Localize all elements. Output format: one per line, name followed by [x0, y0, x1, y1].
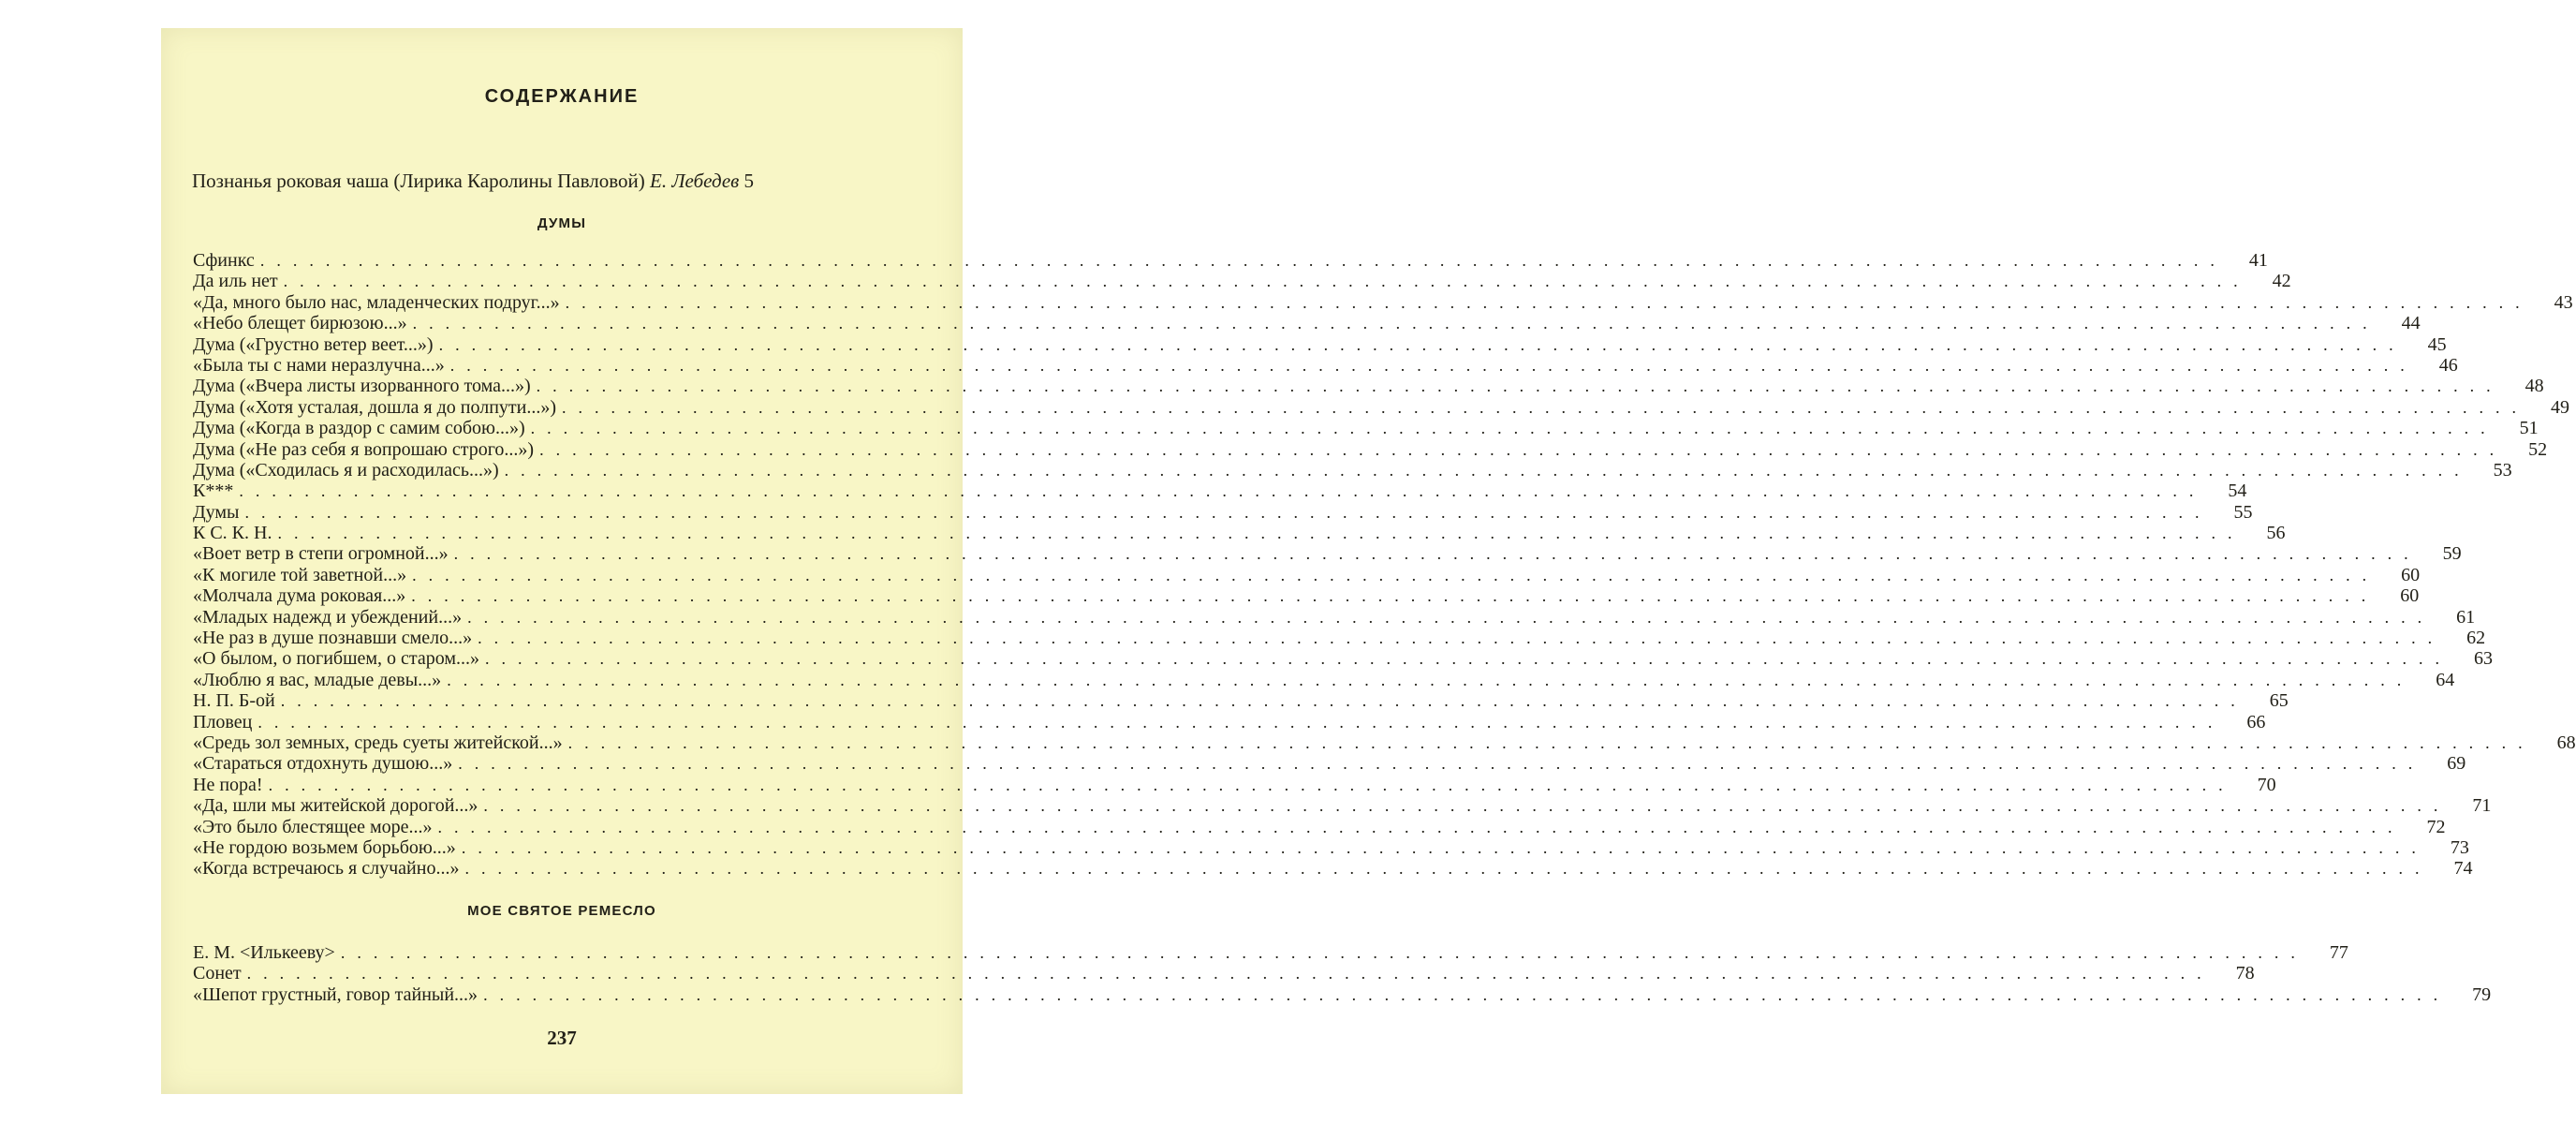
- toc-entry-page: 66: [2246, 711, 2266, 732]
- dot-leader: ........................................................................................................................: [277, 524, 2245, 543]
- section-title-remeslo: МОЕ СВЯТОЕ РЕМЕСЛО: [467, 903, 656, 919]
- toc-entry-title: Да иль нет: [193, 271, 278, 292]
- toc-entry: [193, 543, 2462, 565]
- toc-entry-page: 56: [2266, 523, 2286, 544]
- toc-entry-page: 49: [2551, 396, 2570, 418]
- toc-entry-title: Дума («Не раз себя я вопрошаю строго...»): [193, 438, 535, 460]
- dot-leader: ........................................................................................................................: [483, 796, 2451, 816]
- toc-entry-title: «Люблю я вас, младые девы...»: [193, 669, 442, 690]
- dot-leader: ........................................................................................................................: [565, 292, 2532, 312]
- toc-entry-page: 60: [2400, 585, 2420, 607]
- toc-entry-page: 73: [2450, 836, 2469, 858]
- dot-leader: ........................................................................................................................: [478, 629, 2445, 648]
- toc-entry: [193, 795, 2492, 817]
- dot-leader: ........................................................................................................................: [453, 544, 2421, 564]
- toc-entry: [193, 313, 2421, 334]
- dot-leader: ........................................................................................................................: [437, 817, 2405, 836]
- toc-entry: [193, 963, 2255, 984]
- toc-entry-title: Сфинкс: [193, 250, 255, 271]
- toc-entry-page: 78: [2235, 963, 2255, 984]
- toc-entry-title: К***: [193, 481, 234, 502]
- toc-entry-title: «Воет ветр в степи огромной...»: [193, 543, 449, 565]
- toc-entry-title: «Шепот грустный, говор тайный...»: [193, 984, 478, 1005]
- page-title: СОДЕРЖАНИЕ: [484, 86, 640, 107]
- dot-leader: ........................................................................................................................: [485, 649, 2452, 669]
- toc-entry-page: 54: [2228, 481, 2247, 502]
- toc-entry-title: Дума («Хотя усталая, дошла я до полпути...»): [193, 396, 557, 418]
- dot-leader: ........................................................................................................................: [340, 943, 2307, 962]
- toc-entry-page: 71: [2472, 795, 2492, 817]
- toc-entry: [193, 481, 2247, 502]
- dot-leader: ........................................................................................................................: [449, 355, 2417, 375]
- toc-entry: [193, 836, 2469, 858]
- dot-leader: ........................................................................................................................: [536, 377, 2503, 396]
- toc-entry: [193, 984, 2492, 1005]
- section-title-dumy: ДУМЫ: [537, 215, 587, 231]
- dot-leader: ........................................................................................................................: [530, 419, 2497, 438]
- toc-entry: [193, 291, 2573, 313]
- toc-entry-page: 53: [2493, 459, 2512, 481]
- toc-entry-title: «К могиле той заветной...»: [193, 564, 407, 585]
- toc-entry: [193, 271, 2291, 292]
- dot-leader: ........................................................................................................................: [461, 837, 2428, 857]
- book-page: [161, 28, 2576, 1094]
- toc-entry-title: «Да, много было нас, младенческих подруг...»: [193, 291, 560, 313]
- dot-leader: ........................................................................................................................: [283, 272, 2250, 291]
- toc-entry: [193, 459, 2512, 481]
- toc-entry-title: Дума («Грустно ветер веет...»): [193, 333, 434, 355]
- toc-entry-title: К С. К. Н.: [193, 523, 272, 544]
- toc-entry-title: «Не гордою возьмем борьбою...»: [193, 836, 456, 858]
- toc-entry-page: 69: [2447, 753, 2466, 775]
- toc-entry-page: 43: [2554, 291, 2573, 313]
- toc-entry-page: 44: [2401, 313, 2421, 334]
- toc-entry-title: «Молчала дума роковая...»: [193, 585, 406, 607]
- toc-entry-page: 74: [2453, 858, 2473, 880]
- toc-entry-title: «Не раз в душе познавши смело...»: [193, 628, 473, 649]
- toc-entry-page: 77: [2329, 942, 2348, 963]
- dot-leader: ........................................................................................................................: [567, 732, 2535, 752]
- toc-entry-page: 65: [2269, 690, 2289, 712]
- toc-entry: [193, 354, 2458, 376]
- toc-entry-page: 68: [2556, 732, 2576, 753]
- dot-leader: ........................................................................................................................: [268, 775, 2235, 794]
- dot-leader: ........................................................................................................................: [447, 670, 2414, 689]
- toc-entry-page: 72: [2426, 816, 2446, 837]
- intro-text: Познанья роковая чаша (Лирика Каролины Павловой): [192, 170, 645, 192]
- dot-leader: ........................................................................................................................: [239, 481, 2206, 501]
- toc-entry: [193, 250, 2268, 271]
- toc-entry-title: Пловец: [193, 711, 253, 732]
- toc-entry-page: 64: [2436, 669, 2455, 690]
- toc-entry: [193, 501, 2253, 523]
- toc-entry: [193, 942, 2348, 963]
- toc-entry: [193, 418, 2539, 439]
- dot-leader: ........................................................................................................................: [464, 859, 2432, 879]
- toc-entry-page: 55: [2233, 501, 2253, 523]
- toc-entry: [193, 606, 2476, 628]
- toc-list-remeslo: [193, 942, 2492, 1005]
- toc-entry-page: 60: [2401, 564, 2421, 585]
- intro-page: 5: [743, 170, 755, 192]
- toc-entry-title: «Была ты с нами неразлучна...»: [193, 354, 445, 376]
- toc-entry-page: 41: [2248, 250, 2268, 271]
- toc-entry-page: 62: [2466, 628, 2486, 649]
- toc-entry-title: «О былом, о погибшем, о старом...»: [193, 648, 480, 670]
- dot-leader: ........................................................................................................................: [412, 565, 2379, 584]
- dot-leader: ........................................................................................................................: [458, 754, 2425, 774]
- dot-leader: ........................................................................................................................: [483, 984, 2451, 1004]
- toc-entry-title: Е. М. <Илькееву>: [193, 942, 335, 963]
- toc-entry: [193, 648, 2494, 670]
- toc-entry: [193, 438, 2548, 460]
- dot-leader: ........................................................................................................................: [246, 964, 2214, 984]
- toc-entry-page: 79: [2472, 984, 2492, 1005]
- dot-leader: ........................................................................................................................: [504, 460, 2471, 480]
- toc-entry-title: Н. П. Б-ой: [193, 690, 275, 712]
- toc-entry-page: 51: [2519, 418, 2539, 439]
- toc-entry: [193, 333, 2447, 355]
- toc-entry-page: 48: [2524, 376, 2544, 397]
- toc-entry-title: Думы: [193, 501, 240, 523]
- dot-leader: ........................................................................................................................: [562, 397, 2529, 417]
- intro-entry: [192, 170, 941, 193]
- toc-entry-title: «Небо блещет бирюзою...»: [193, 313, 407, 334]
- page-number: 237: [547, 1027, 577, 1049]
- dot-leader: ........................................................................................................................: [438, 334, 2406, 354]
- toc-entry: [193, 816, 2446, 837]
- dot-leader: ........................................................................................................................: [280, 691, 2247, 711]
- intro-author: Е. Лебедев: [650, 170, 740, 192]
- toc-entry-page: 70: [2257, 774, 2276, 795]
- toc-entry-title: Не пора!: [193, 774, 263, 795]
- toc-entry-title: «Средь зол земных, средь суеты житейской...»: [193, 732, 563, 753]
- toc-entry-title: «Стараться отдохнуть душою...»: [193, 753, 453, 775]
- toc-entry-page: 59: [2442, 543, 2462, 565]
- toc-entry: [193, 669, 2455, 690]
- dot-leader: ........................................................................................................................: [244, 502, 2212, 522]
- toc-entry: [193, 564, 2421, 585]
- toc-entry: [193, 711, 2266, 732]
- dot-leader: ........................................................................................................................: [411, 586, 2378, 606]
- toc-entry-page: 52: [2528, 438, 2548, 460]
- toc-entry-title: Дума («Сходилась я и расходилась...»): [193, 459, 499, 481]
- dot-leader: ........................................................................................................................: [259, 251, 2227, 270]
- toc-list-dumy: [193, 250, 2576, 880]
- toc-entry: [193, 774, 2276, 795]
- toc-entry-page: 61: [2456, 606, 2476, 628]
- dot-leader: ........................................................................................................................: [467, 607, 2435, 627]
- toc-entry: [193, 858, 2473, 880]
- toc-entry-page: 45: [2427, 333, 2447, 355]
- toc-entry-title: «Младых надежд и убеждений...»: [193, 606, 463, 628]
- toc-entry-title: Дума («Вчера листы изорванного тома...»): [193, 376, 531, 397]
- toc-entry: [193, 396, 2570, 418]
- toc-entry: [193, 628, 2486, 649]
- toc-entry-page: 46: [2438, 354, 2458, 376]
- dot-leader: ........................................................................................................................: [539, 439, 2507, 459]
- toc-entry-page: 63: [2474, 648, 2494, 670]
- toc-entry: [193, 732, 2576, 753]
- dot-leader: ........................................................................................................................: [258, 712, 2225, 732]
- toc-entry-title: «Это было блестящее море...»: [193, 816, 433, 837]
- toc-entry: [193, 585, 2420, 607]
- toc-entry-title: Дума («Когда в раздор с самим собою...»): [193, 418, 525, 439]
- toc-entry: [193, 690, 2289, 712]
- toc-entry: [193, 376, 2544, 397]
- toc-entry-title: Сонет: [193, 963, 242, 984]
- toc-entry: [193, 753, 2466, 775]
- toc-entry-page: 42: [2272, 271, 2291, 292]
- dot-leader: ........................................................................................................................: [412, 314, 2379, 333]
- toc-entry-title: «Когда встречаюсь я случайно...»: [193, 858, 460, 880]
- toc-entry-title: «Да, шли мы житейской дорогой...»: [193, 795, 478, 817]
- toc-entry: [193, 523, 2286, 544]
